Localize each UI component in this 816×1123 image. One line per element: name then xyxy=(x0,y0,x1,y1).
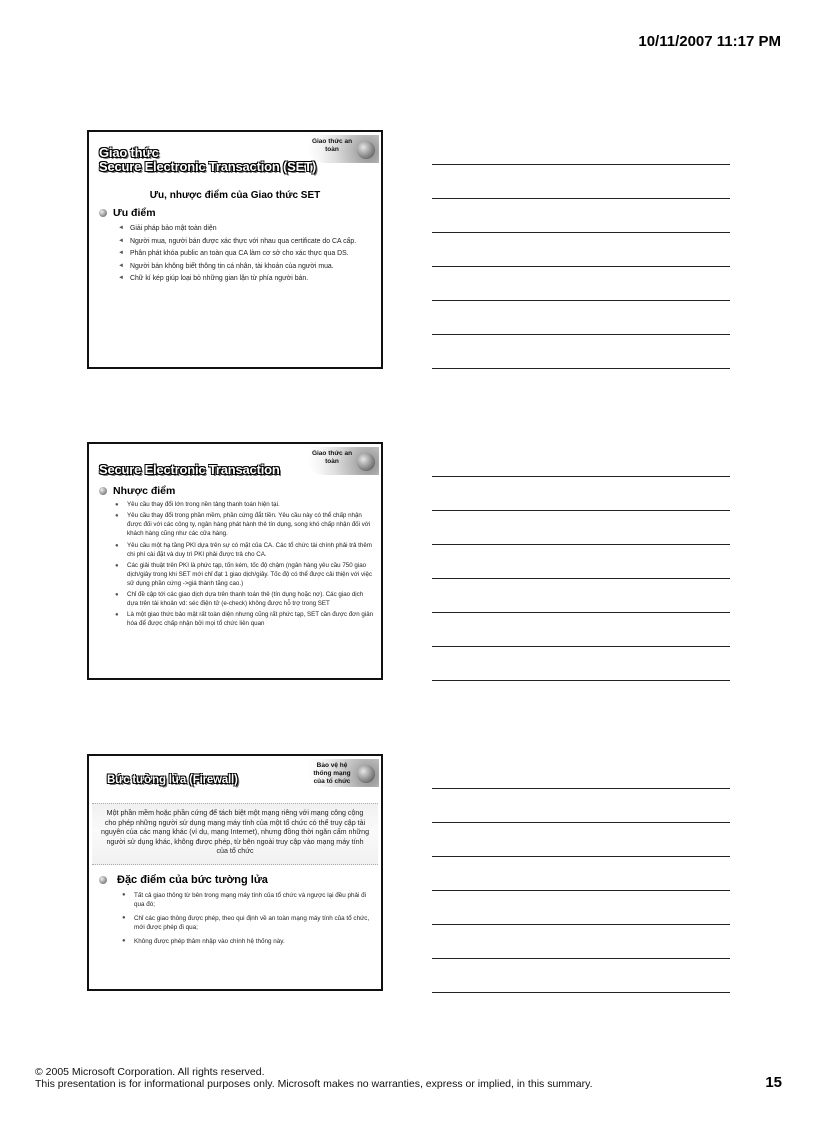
page-number: 15 xyxy=(765,1074,782,1091)
bullet-icon: ● xyxy=(122,892,126,898)
list-item: ● Các giải thuật trên PKI là phức tạp, tốn kém, tốc độ chậm (ngân hàng yêu cầu 750 giao dịch/giây trong khi SET mới chỉ đạt 1 giao dịch/giây. Tốc độ có thể được cải thiện với việc sử dụng phần cứng ->giá thành tăng cao.) xyxy=(115,561,373,587)
note-line xyxy=(432,266,730,267)
bullet-list xyxy=(118,224,375,287)
slide-title: Secure Electronic Transaction xyxy=(99,462,280,477)
note-line xyxy=(432,510,730,511)
disclaimer-text: This presentation is for informational purposes only. Microsoft makes no warranties, express or implied, in this summary. xyxy=(35,1078,593,1090)
note-line xyxy=(432,368,730,369)
list-item: ◄ Giải pháp bảo mật toàn diện xyxy=(118,225,217,232)
slide-title xyxy=(99,146,316,174)
note-line xyxy=(432,924,730,925)
slide-set-advantages xyxy=(87,130,383,369)
section-label: Nhược điểm xyxy=(113,485,176,497)
slide-firewall xyxy=(87,754,383,991)
list-item: ◄ Phân phát khóa public an toàn qua CA làm cơ sở cho xác thực qua DS. xyxy=(118,250,349,257)
note-line xyxy=(432,890,730,891)
bullet-icon: ● xyxy=(115,592,119,599)
globe-icon xyxy=(357,141,375,159)
list-item: ● Là một giao thức bảo mật rất toàn diện nhưng cũng rất phức tạp, SET cần được đơn giản hóa để được chấp nhận bởi mọi tổ chức liên quan xyxy=(115,611,374,628)
bullet-list xyxy=(122,891,374,951)
list-item: ● Chỉ đề cập tới các giao dịch dựa trên thanh toán thẻ (tín dụng hoặc nợ). Các giao dịch dựa trên tài khoản vd: séc điện tử (e-check) không được hỗ trợ trong SET xyxy=(115,591,364,608)
bullet-icon: ● xyxy=(122,915,126,921)
slide-set-disadvantages xyxy=(87,442,383,680)
note-line xyxy=(432,334,730,335)
note-line xyxy=(432,992,730,993)
section-label: Đặc điểm của bức tường lửa xyxy=(117,874,268,886)
note-line xyxy=(432,232,730,233)
bullet-icon: ◄ xyxy=(118,275,124,281)
note-line xyxy=(432,680,730,681)
bullet-icon: ◄ xyxy=(118,225,124,231)
list-item: ◄ Người bán không biết thông tin cá nhân, tài khoản của người mua. xyxy=(118,262,334,270)
bullet-icon xyxy=(99,876,107,884)
note-line xyxy=(432,822,730,823)
note-line xyxy=(432,578,730,579)
bullet-icon: ● xyxy=(115,502,119,508)
slide-title-line2: Secure Electronic Transaction (SET) xyxy=(99,159,316,174)
list-item: ● Yêu cầu thay đổi lớn trong nền tảng thanh toán hiện tại. xyxy=(115,501,280,508)
slide-badge xyxy=(309,447,379,475)
badge-label: Giao thức an toàn xyxy=(311,138,353,153)
print-datetime: 10/11/2007 11:17 PM xyxy=(638,33,781,50)
bullet-icon: ◄ xyxy=(118,237,124,244)
section-heading xyxy=(99,207,156,219)
note-line xyxy=(432,198,730,199)
bullet-icon: ● xyxy=(115,612,119,619)
note-line xyxy=(432,788,730,789)
slide-title: Bức tường lửa (Firewall) xyxy=(107,774,238,786)
list-item: ● Yêu cầu một hạ tầng PKI dựa trên sự có mặt của CA. Các tổ chức tài chính phải trả thêm chi phí cài đặt và duy trì PKI phải được trả cho CA. xyxy=(115,541,372,558)
bullet-icon: ◄ xyxy=(118,250,124,256)
list-item: ● Chỉ các giao thông được phép, theo qui định về an toàn mạng máy tính của tổ chức, mới được phép đi qua; xyxy=(122,915,370,931)
bullet-icon: ● xyxy=(115,562,119,569)
globe-icon xyxy=(357,765,375,783)
note-line xyxy=(432,958,730,959)
note-line xyxy=(432,646,730,647)
slide-badge xyxy=(309,135,379,163)
section-heading xyxy=(99,485,175,497)
list-item: ◄ Chữ kí kép giúp loại bỏ những gian lận từ phía người bán. xyxy=(118,275,309,282)
bullet-icon: ● xyxy=(122,938,126,944)
note-line xyxy=(432,856,730,857)
definition-text: Một phần mềm hoặc phần cứng để tách biệt một mạng riêng với mạng công cộng cho phép những người sử dụng mạng máy tính của một tổ chức có thể truy cập tài nguyên của các mạng khác (ví dụ, mạng Internet), nhưng đồng thời ngăn cấm những người sử dụng khác, không được phép, từ bên ngoài truy cập vào mạng máy tính của tổ chức xyxy=(100,809,370,855)
bullet-icon xyxy=(99,487,107,495)
definition-box xyxy=(92,803,378,865)
list-item: ● Yêu cầu thay đổi trong phần mềm, phần cứng đắt tiền. Yêu cầu này có thể chấp nhận được đối với các công ty, ngân hàng phát hành thẻ tín dụng, song khó chấp nhận đối với khách hàng cũng như các cửa hàng. xyxy=(115,512,371,538)
page-footer xyxy=(35,1066,593,1090)
section-heading xyxy=(99,874,268,886)
slide-badge xyxy=(309,759,379,787)
list-item: ● Không được phép thâm nhập vào chính hệ thống này. xyxy=(122,938,285,945)
globe-icon xyxy=(357,453,375,471)
copyright-text: © 2005 Microsoft Corporation. All rights reserved. xyxy=(35,1066,265,1078)
bullet-list xyxy=(115,501,375,632)
list-item: ◄ Người mua, người bán được xác thực với nhau qua certificate do CA cấp. xyxy=(118,237,357,245)
slide-title-line1: Giao thức xyxy=(99,145,159,160)
list-item: ● Tất cả giao thông từ bên trong mạng máy tính của tổ chức và ngược lại đều phải đi qua đó; xyxy=(122,892,367,908)
note-line xyxy=(432,300,730,301)
note-line xyxy=(432,544,730,545)
note-line xyxy=(432,476,730,477)
badge-label: Bảo vệ hệ thống mạng của tổ chức xyxy=(313,762,351,785)
note-line xyxy=(432,612,730,613)
badge-label: Giao thức an toàn xyxy=(311,450,353,465)
bullet-icon: ◄ xyxy=(118,262,124,269)
bullet-icon xyxy=(99,209,107,217)
section-label: Ưu điểm xyxy=(113,207,156,219)
note-line xyxy=(432,164,730,165)
slide-subheading: Ưu, nhược điểm của Giao thức SET xyxy=(149,190,321,201)
bullet-icon: ● xyxy=(115,542,119,549)
bullet-icon: ● xyxy=(115,513,119,520)
